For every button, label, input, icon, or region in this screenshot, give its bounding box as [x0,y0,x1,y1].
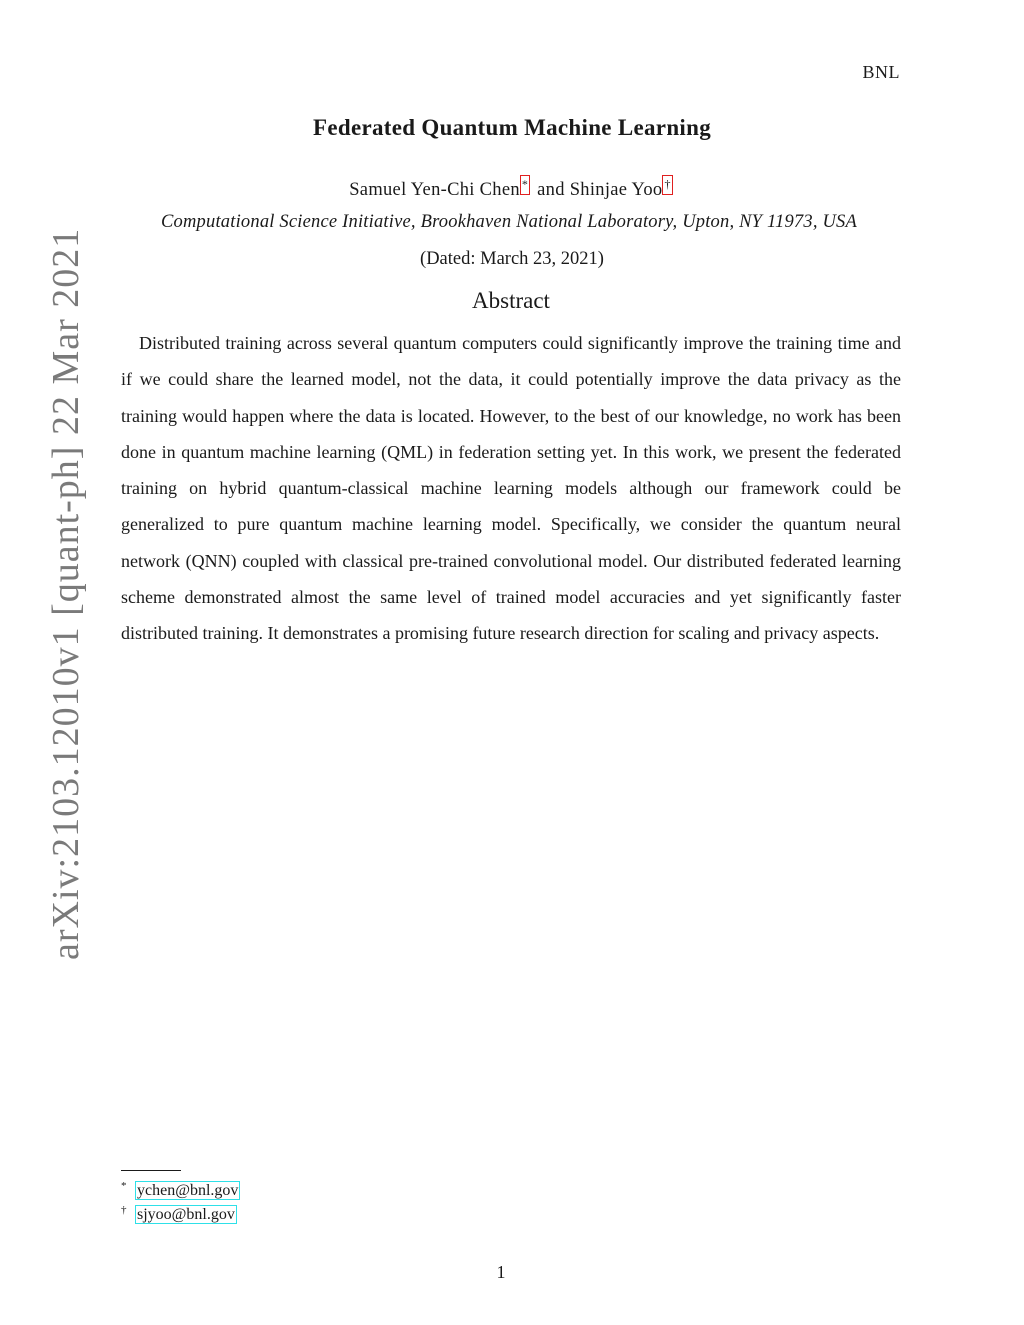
header-tag: BNL [862,62,900,82]
email-link[interactable]: sjyoo@bnl.gov [137,1206,235,1223]
footnote-symbol: † [121,1204,127,1216]
arxiv-identifier[interactable]: arXiv:2103.12010v1 [quant-ph] 22 Mar 2021 [45,227,87,960]
abstract-heading: Abstract [472,288,550,313]
paper-title: Federated Quantum Machine Learning [313,115,711,140]
footnote [121,1180,240,1201]
email-link[interactable]: ychen@bnl.gov [137,1182,239,1199]
affiliation: Computational Science Initiative, Brookhaven National Laboratory, Upton, NY 11973, USA [161,212,857,232]
date-line: (Dated: March 23, 2021) [420,249,604,269]
footnote-divider [121,1170,181,1171]
author-name: Samuel Yen-Chi Chen [349,180,520,200]
footnote-symbol: * [121,1180,127,1192]
author-name: Shinjae Yoo [569,180,663,200]
footnote-link[interactable]: † [662,175,672,195]
footnote-link[interactable]: * [520,175,530,195]
author-line [0,175,1024,201]
author-conjunction: and [537,180,565,200]
footnote [121,1204,237,1225]
abstract-text: Distributed training across several quantum computers could significantly improve the training time and if we could share the learned model, not the data, it could potentially improve the data privacy as the training would happen where the data is located. However, to the best of our knowledge, no work has been done in quantum machine learning (QML) in federation setting yet. In this work, we present the federated training on hybrid quantum-classical machine learning models although our framework could be generalized to pure quantum machine learning model. Specifically, we consider the quantum neural network (QNN) coupled with classical pre-trained convolutional model. Our distributed federated learning scheme demonstrated almost the same level of trained model accuracies and yet significantly faster distributed training. It demonstrates a promising future research direction for scaling and privacy aspects. [121,333,901,644]
page-number: 1 [496,1262,506,1282]
